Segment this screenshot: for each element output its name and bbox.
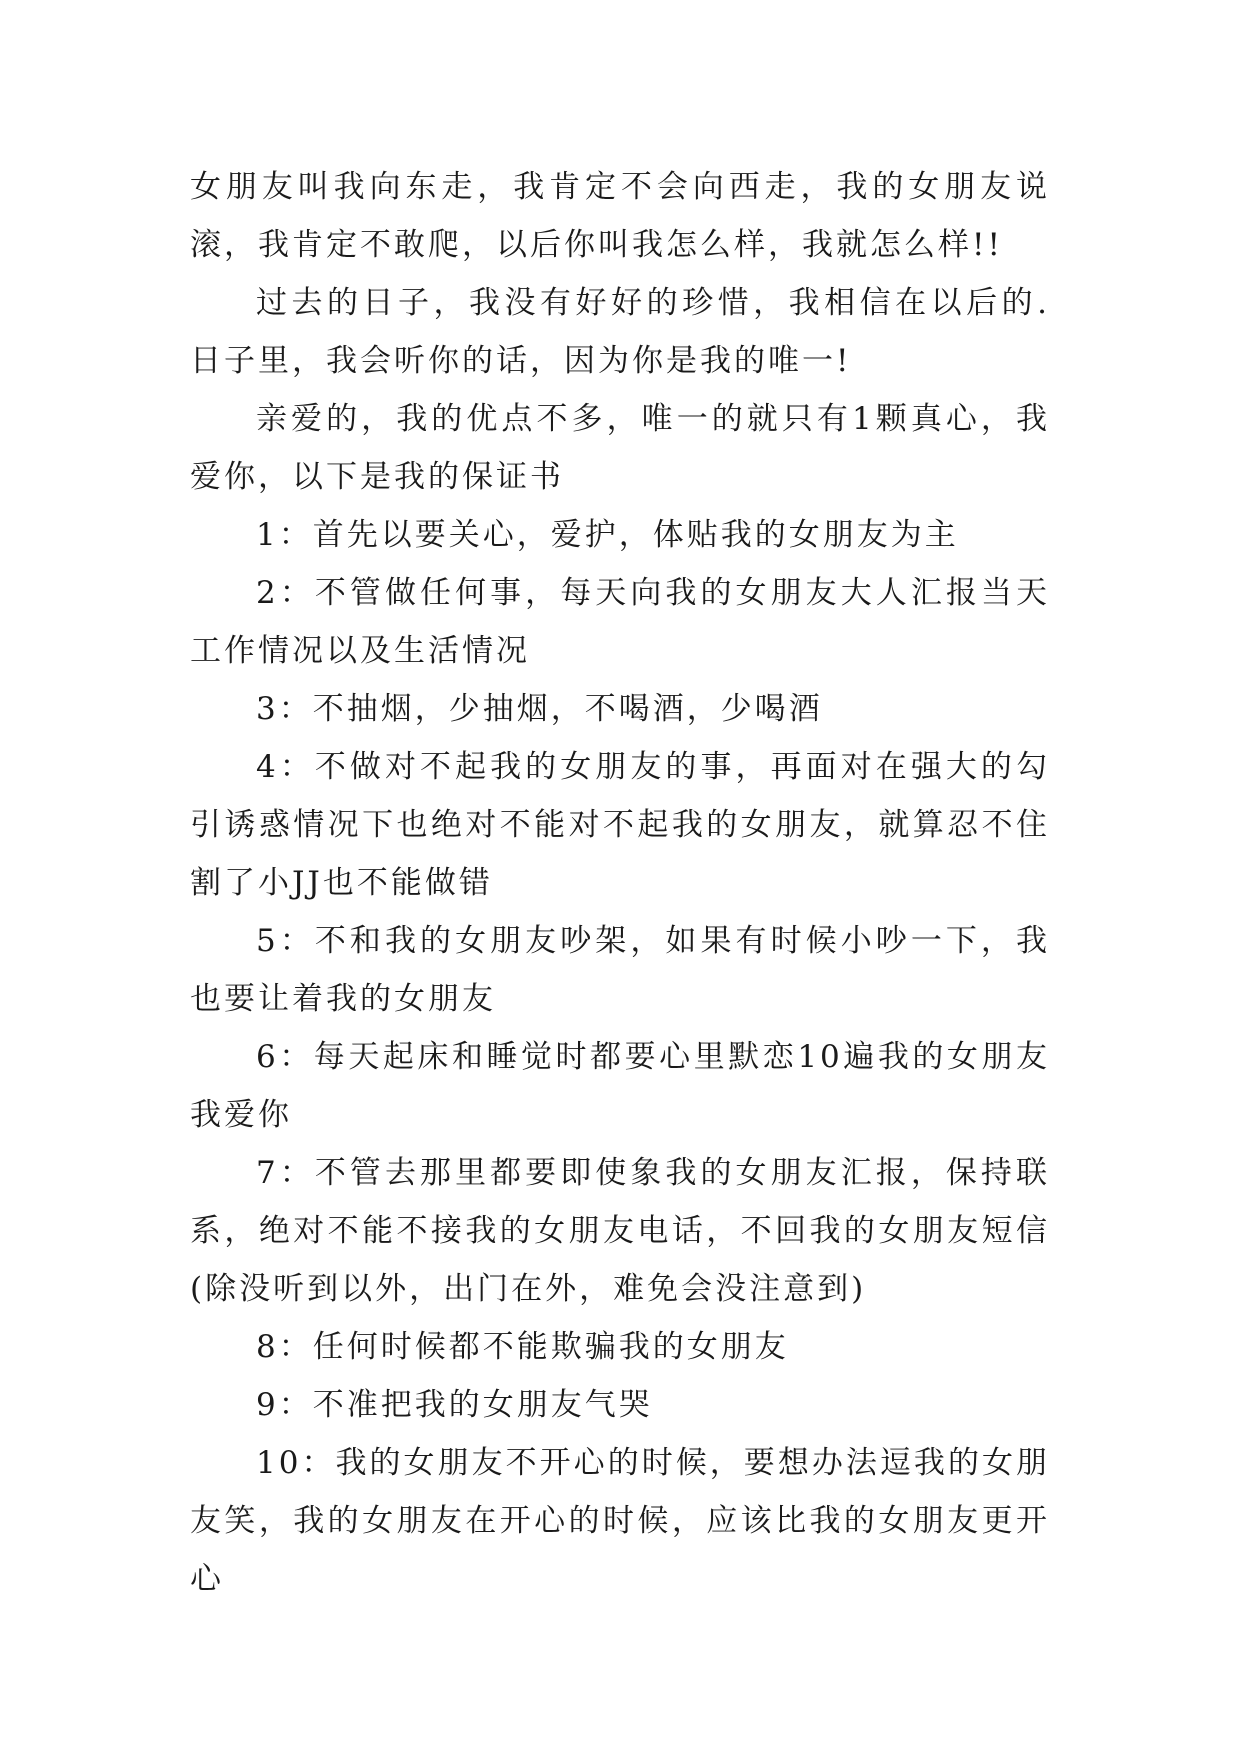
document-body bbox=[190, 158, 1050, 1608]
pledge-item-9: 9：不准把我的女朋友气哭 bbox=[256, 1387, 653, 1423]
pledge-item-8: 8：任何时候都不能欺骗我的女朋友 bbox=[256, 1329, 789, 1365]
pledge-item-6: 6：每天起床和睡觉时都要心里默恋10遍我的女朋友我爱你 bbox=[190, 1039, 1050, 1133]
pledge-item-4: 4：不做对不起我的女朋友的事，再面对在强大的勾引诱惑情况下也绝对不能对不起我的女朋友，就算忍不住割了小JJ也不能做错 bbox=[190, 749, 1050, 901]
pledge-item-1: 1：首先以要关心，爱护，体贴我的女朋友为主 bbox=[256, 517, 959, 553]
pledge-item-7: 7：不管去那里都要即使象我的女朋友汇报，保持联系，绝对不能不接我的女朋友电话，不回我的女朋友短信(除没听到以外，出门在外，难免会没注意到) bbox=[190, 1155, 1050, 1307]
paragraph-intro-pledge: 亲爱的，我的优点不多，唯一的就只有1颗真心，我爱你，以下是我的保证书 bbox=[190, 401, 1050, 495]
paragraph-past-days: 过去的日子，我没有好好的珍惜，我相信在以后的.日子里，我会听你的话，因为你是我的唯一! bbox=[190, 285, 1050, 379]
pledge-item-10: 10：我的女朋友不开心的时候，要想办法逗我的女朋友笑，我的女朋友在开心的时候，应该比我的女朋友更开心 bbox=[190, 1445, 1050, 1597]
pledge-item-3: 3：不抽烟，少抽烟，不喝酒，少喝酒 bbox=[256, 691, 823, 727]
paragraph-continuation: 女朋友叫我向东走，我肯定不会向西走，我的女朋友说滚，我肯定不敢爬，以后你叫我怎么样，我就怎么样!! bbox=[190, 169, 1050, 263]
pledge-item-5: 5：不和我的女朋友吵架，如果有时候小吵一下，我也要让着我的女朋友 bbox=[190, 923, 1050, 1017]
pledge-item-2: 2：不管做任何事，每天向我的女朋友大人汇报当天工作情况以及生活情况 bbox=[190, 575, 1050, 669]
